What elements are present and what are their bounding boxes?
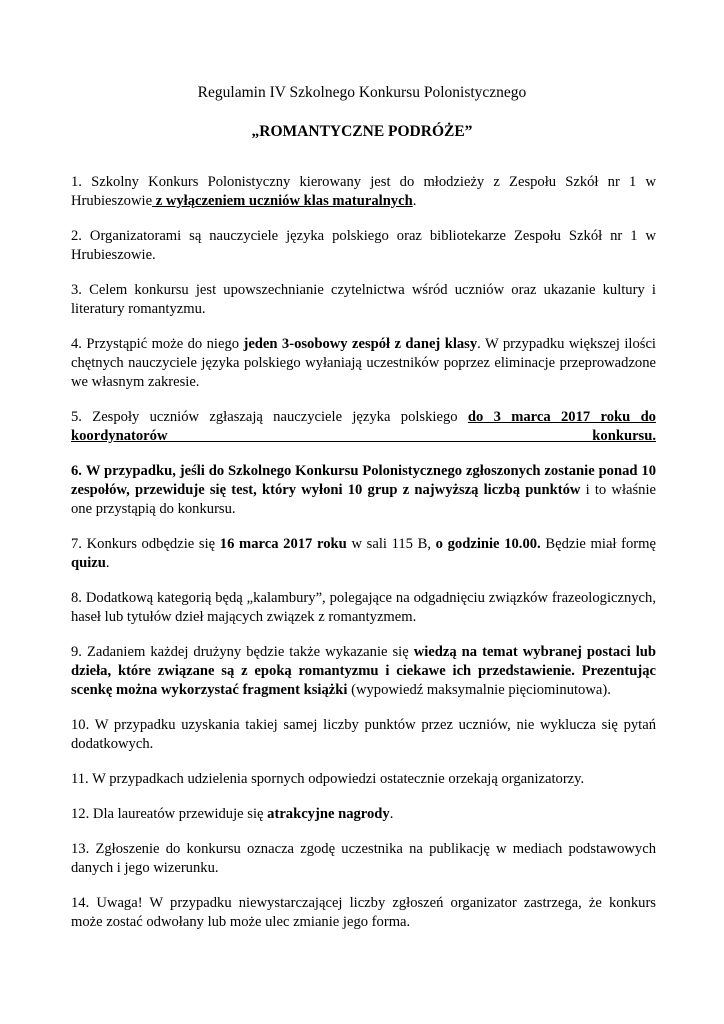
rule-text: Organizatorami są nauczyciele języka polskiego oraz bibliotekarze Zespołu Szkół nr 1 w Hrubieszowie. [71, 228, 656, 263]
rule-text: Zgłoszenie do konkursu oznacza zgodę uczestnika na publikację w mediach podstawowych danych i jego wizerunku. [71, 841, 656, 876]
rule-number: 7. [71, 536, 82, 552]
rule-paragraph-8 [71, 589, 656, 627]
rule-number: 9. [71, 644, 82, 660]
rule-number: 6. [71, 463, 82, 479]
rule-text: . [105, 555, 110, 571]
rule-emphasis: do 3 marca 2017 roku do koordynatorów konkursu. [71, 409, 656, 444]
rule-paragraph-4 [71, 335, 656, 392]
rule-text: i to właśnie one przystąpią do konkursu. [71, 482, 656, 517]
rule-emphasis: o godzinie 10.00. [435, 536, 541, 552]
rule-emphasis: jeden 3-osobowy zespół z danej klasy [243, 336, 478, 352]
rule-text: Dla laureatów przewiduje się [92, 806, 268, 822]
rule-text: Zadaniem każdej drużyny będzie także wykazanie się [86, 644, 414, 660]
rule-text: Dodatkową kategorią będą „kalambury”, polegające na odgadnięciu związków frazeologicznych, haseł lub tytułów dzieł mających związek z romantyzmem. [71, 590, 656, 625]
rule-paragraph-2 [71, 227, 656, 265]
rule-text: Zespoły uczniów zgłaszają nauczyciele języka polskiego [92, 409, 468, 425]
rule-emphasis: atrakcyjne nagrody [267, 806, 390, 822]
rule-number: 14. [71, 895, 90, 911]
rule-number: 8. [71, 590, 82, 606]
rule-number: 3. [71, 282, 82, 298]
document-title: Regulamin IV Szkolnego Konkursu Polonistycznego [197, 84, 527, 101]
rule-text: Konkurs odbędzie się [86, 536, 220, 552]
rule-emphasis: wiedzą na temat wybranej postaci lub dzieła, które związane są z epoką romantyzmu i ciekawe ich przedstawienie. Prezentując scenkę można wykorzystać fragment książki [71, 644, 656, 698]
rule-paragraph-3 [71, 281, 656, 319]
rule-emphasis: z wyłączeniem uczniów klas maturalnych [152, 193, 413, 209]
rule-number: 1. [71, 174, 82, 190]
rule-emphasis: W przypadku, jeśli do Szkolnego Konkursu Polonistycznego zgłoszonych zostanie ponad 10 zespołów, przewiduje się test, który wyłoni 10 grup z najwyższą liczbą punktów [71, 463, 656, 498]
rule-paragraph-14 [71, 894, 656, 932]
rule-text: . W przypadku większej ilości chętnych nauczyciele języka polskiego wyłaniają uczestników poprzez eliminacje przeprowadzone we własnym zakresie. [71, 336, 656, 390]
rule-text: w sali 115 B, [346, 536, 436, 552]
rule-text: . [412, 193, 417, 209]
rule-text: Uwaga! W przypadku niewystarczającej liczby zgłoszeń organizator zastrzega, że konkurs może zostać odwołany lub może ulec zmianie jego forma. [71, 895, 656, 930]
rule-number: 4. [71, 336, 82, 352]
rule-paragraph-7 [71, 535, 656, 573]
rule-text: W przypadkach udzielenia spornych odpowiedzi ostatecznie orzekają organizatorzy. [92, 771, 585, 787]
rule-paragraph-12 [71, 805, 656, 824]
rule-paragraph-11 [71, 770, 656, 789]
rule-number: 2. [71, 228, 82, 244]
rule-paragraph-5 [71, 408, 656, 446]
rule-paragraph-10 [71, 716, 656, 754]
rule-paragraph-1 [71, 173, 656, 211]
rule-text: Będzie miał formę [540, 536, 656, 552]
rule-text: Szkolny Konkurs Polonistyczny kierowany jest do młodzieży z Zespołu Szkół nr 1 w Hrubieszowie [71, 174, 657, 209]
rule-number: 10. [71, 717, 90, 733]
rule-emphasis: quizu [71, 555, 106, 571]
rule-number: 13. [71, 841, 90, 857]
rule-paragraph-9 [71, 643, 656, 700]
rule-number: 12. [71, 806, 90, 822]
rule-number: 5. [71, 409, 82, 425]
rule-text: W przypadku uzyskania takiej samej liczby punktów przez uczniów, nie wyklucza się pytań dodatkowych. [71, 717, 656, 752]
rule-paragraph-6 [71, 462, 656, 519]
rules-list [71, 173, 656, 948]
document-subtitle: „ROMANTYCZNE PODRÓŻE” [251, 123, 473, 140]
rule-emphasis: 16 marca 2017 roku [219, 536, 347, 552]
rule-text: Celem konkursu jest upowszechnianie czytelnictwa wśród uczniów oraz ukazanie kultury i literatury romantyzmu. [71, 282, 656, 317]
rule-text: (wypowiedź maksymalnie pięciominutowa). [347, 682, 611, 698]
rule-number: 11. [71, 771, 89, 787]
rule-text: . [389, 806, 394, 822]
rule-paragraph-13 [71, 840, 656, 878]
rule-text: Przystąpić może do niego [86, 336, 244, 352]
